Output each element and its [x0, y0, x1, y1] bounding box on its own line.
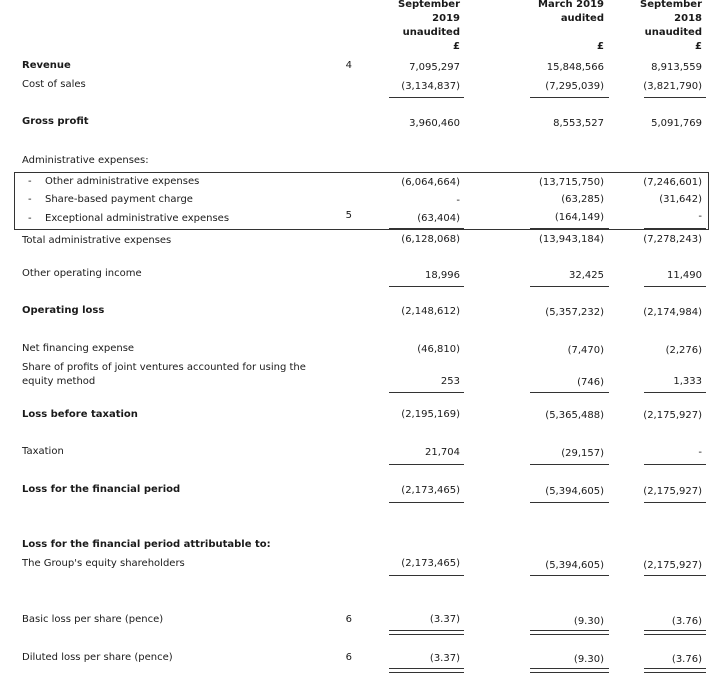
- rule-line: [644, 630, 706, 631]
- bullet-dash: -: [28, 213, 32, 224]
- rule-line: [389, 228, 464, 229]
- rule-line: [644, 286, 706, 287]
- loss-period-value: (5,394,605): [545, 486, 604, 497]
- operating-loss-value: (2,174,984): [643, 307, 702, 318]
- exceptional-value: -: [698, 211, 702, 222]
- equity-shareholders-value: (2,175,927): [643, 560, 702, 571]
- gross-profit-value: 8,553,527: [553, 118, 604, 129]
- share-jv-value: (746): [577, 377, 604, 388]
- basic-eps-value: (9.30): [573, 616, 604, 627]
- share-jv-label-cont: equity method: [22, 376, 96, 387]
- equity-shareholders-value: (5,394,605): [545, 560, 604, 571]
- loss-before-tax-value: (2,195,169): [401, 409, 460, 420]
- note-ref: 6: [345, 652, 352, 663]
- loss-period-label: Loss for the financial period: [22, 484, 181, 495]
- share-based-label: Share-based payment charge: [45, 194, 193, 205]
- other-admin-value: (13,715,750): [538, 177, 604, 188]
- header-line: unaudited: [402, 27, 460, 38]
- loss-before-tax-value: (2,175,927): [643, 410, 702, 421]
- other-admin-label: Other administrative expenses: [45, 176, 200, 187]
- rule-line: [530, 630, 609, 631]
- header-line: March 2019: [538, 0, 604, 10]
- rule-line: [530, 392, 609, 393]
- rule-line: [389, 630, 464, 631]
- header-line: 2019: [432, 13, 460, 24]
- exceptional-value: (63,404): [417, 213, 460, 224]
- header-line: September: [640, 0, 702, 10]
- loss-period-value: (2,175,927): [643, 486, 702, 497]
- rule-line: [644, 97, 706, 98]
- rule-line: [389, 575, 464, 576]
- revenue-label: Revenue: [22, 60, 71, 71]
- share-based-value: -: [456, 195, 460, 206]
- header-line: September: [398, 0, 460, 10]
- loss-before-tax-value: (5,365,488): [545, 410, 604, 421]
- total-admin-value: (7,278,243): [643, 234, 702, 245]
- header-line: audited: [560, 13, 604, 24]
- net-financing-value: (7,470): [567, 345, 604, 356]
- rule-line: [389, 672, 464, 673]
- cost-of-sales-value: (7,295,039): [545, 81, 604, 92]
- rule-line: [389, 392, 464, 393]
- rule-line: [644, 575, 706, 576]
- net-financing-label: Net financing expense: [22, 343, 135, 354]
- rule-line: [644, 634, 706, 635]
- taxation-label: Taxation: [22, 446, 64, 457]
- rule-line: [389, 286, 464, 287]
- cost-of-sales-label: Cost of sales: [22, 79, 86, 90]
- bullet-dash: -: [28, 176, 32, 187]
- total-admin-value: (13,943,184): [538, 234, 604, 245]
- rule-line: [389, 634, 464, 635]
- note-ref: 4: [345, 60, 352, 71]
- rule-line: [644, 228, 706, 229]
- net-financing-value: (46,810): [417, 344, 460, 355]
- other-income-value: 18,996: [425, 270, 460, 281]
- taxation-value: 21,704: [425, 447, 460, 458]
- cost-of-sales-value: (3,134,837): [401, 81, 460, 92]
- rule-line: [389, 668, 464, 669]
- operating-loss-value: (5,357,232): [545, 307, 604, 318]
- basic-eps-label: Basic loss per share (pence): [22, 614, 164, 625]
- diluted-eps-value: (3.37): [429, 653, 460, 664]
- header-line: unaudited: [644, 27, 702, 38]
- loss-before-tax-label: Loss before taxation: [22, 409, 138, 420]
- diluted-eps-value: (3.76): [671, 654, 702, 665]
- rule-line: [530, 502, 609, 503]
- gross-profit-value: 3,960,460: [409, 118, 460, 129]
- header-line: 2018: [674, 13, 702, 24]
- rule-line: [530, 228, 609, 229]
- basic-eps-value: (3.76): [671, 616, 702, 627]
- column-header-mar-2019: [525, 0, 604, 54]
- column-header-sep-2018: [640, 0, 702, 54]
- total-admin-label: Total administrative expenses: [22, 235, 172, 246]
- taxation-value: -: [698, 447, 702, 458]
- currency-symbol: £: [695, 41, 702, 52]
- revenue-value: 7,095,297: [409, 62, 460, 73]
- taxation-value: (29,157): [561, 448, 604, 459]
- rule-line: [644, 392, 706, 393]
- rule-line: [530, 634, 609, 635]
- exceptional-label: Exceptional administrative expenses: [45, 213, 230, 224]
- rule-line: [644, 672, 706, 673]
- share-based-value: (31,642): [659, 194, 702, 205]
- net-financing-value: (2,276): [665, 345, 702, 356]
- loss-period-value: (2,173,465): [401, 485, 460, 496]
- other-income-value: 11,490: [667, 270, 702, 281]
- revenue-value: 8,913,559: [651, 62, 702, 73]
- rule-line: [644, 668, 706, 669]
- admin-expenses-heading: Administrative expenses:: [22, 155, 149, 166]
- diluted-eps-value: (9.30): [573, 654, 604, 665]
- rule-line: [389, 97, 464, 98]
- column-header-sep-2019: [385, 0, 460, 54]
- share-jv-value: 253: [440, 376, 460, 387]
- exceptional-value: (164,149): [554, 212, 604, 223]
- revenue-value: 15,848,566: [546, 62, 604, 73]
- diluted-eps-label: Diluted loss per share (pence): [22, 652, 173, 663]
- rule-line: [389, 464, 464, 465]
- share-jv-label: Share of profits of joint ventures accounted for using the: [22, 362, 306, 373]
- rule-line: [530, 464, 609, 465]
- share-jv-value: 1,333: [673, 376, 702, 387]
- gross-profit-label: Gross profit: [22, 116, 89, 127]
- cost-of-sales-value: (3,821,790): [643, 81, 702, 92]
- other-admin-value: (7,246,601): [643, 177, 702, 188]
- currency-symbol: £: [453, 41, 460, 52]
- note-ref: 6: [345, 614, 352, 625]
- note-ref: 5: [345, 210, 352, 221]
- other-admin-value: (6,064,664): [401, 177, 460, 188]
- rule-line: [530, 97, 609, 98]
- share-based-value: (63,285): [561, 194, 604, 205]
- other-income-value: 32,425: [569, 270, 604, 281]
- basic-eps-value: (3.37): [429, 614, 460, 625]
- total-admin-value: (6,128,068): [401, 234, 460, 245]
- attributable-heading: Loss for the financial period attributable to:: [22, 539, 271, 550]
- rule-line: [530, 668, 609, 669]
- rule-line: [644, 464, 706, 465]
- rule-line: [530, 672, 609, 673]
- other-income-label: Other operating income: [22, 268, 142, 279]
- rule-line: [644, 502, 706, 503]
- gross-profit-value: 5,091,769: [651, 118, 702, 129]
- equity-shareholders-value: (2,173,465): [401, 558, 460, 569]
- rule-line: [530, 286, 609, 287]
- currency-symbol: £: [597, 41, 604, 52]
- operating-loss-value: (2,148,612): [401, 306, 460, 317]
- equity-shareholders-label: The Group's equity shareholders: [22, 558, 185, 569]
- operating-loss-label: Operating loss: [22, 305, 105, 316]
- rule-line: [530, 575, 609, 576]
- rule-line: [389, 502, 464, 503]
- bullet-dash: -: [28, 194, 32, 205]
